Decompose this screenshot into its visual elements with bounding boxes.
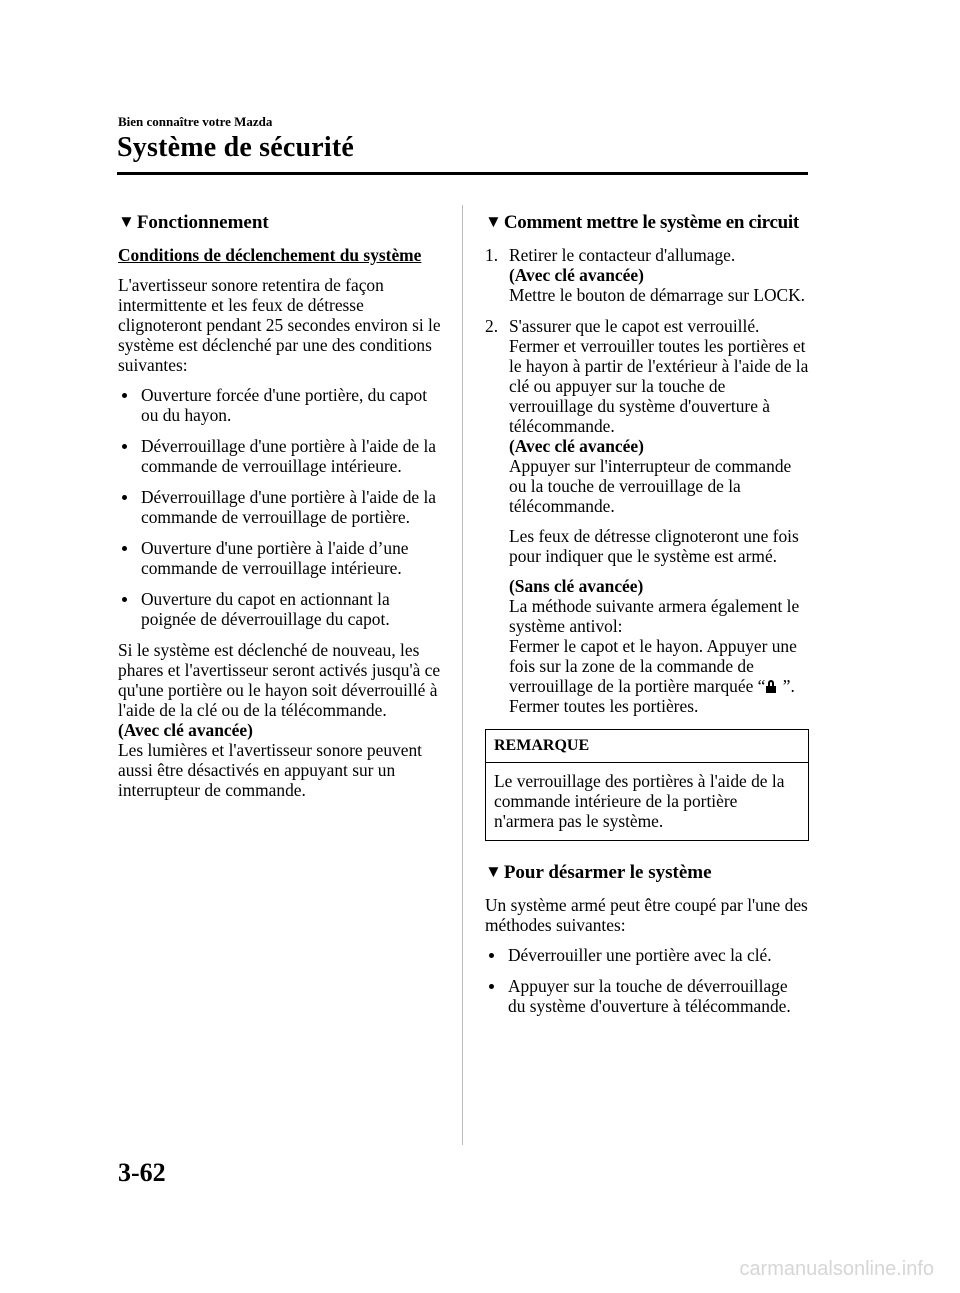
step-text: Fermer le capot et le hayon. Appuyer une fois sur la zone de la commande de verrouillage de la portière marquée “ bbox=[509, 636, 797, 696]
disarm-list bbox=[485, 945, 809, 1016]
no-advanced-key-label: (Sans clé avancée) bbox=[509, 576, 644, 596]
heading-arming bbox=[485, 211, 809, 235]
section-kicker: Bien connaître votre Mazda bbox=[118, 114, 273, 129]
bullet-icon bbox=[489, 984, 494, 989]
bullet-icon bbox=[489, 953, 494, 958]
list-item bbox=[485, 976, 809, 1016]
step-text: Appuyer sur l'interrupteur de commande ou la touche de verrouillage de la télécommande. bbox=[509, 456, 792, 516]
list-item-text: Déverrouillage d'une portière à l'aide de la commande de verrouillage de portière. bbox=[141, 487, 437, 527]
heading-text: Pour désarmer le système bbox=[503, 862, 712, 883]
bullet-icon bbox=[122, 546, 127, 551]
list-item-text: Ouverture d'une portière à l'aide d’une commande de verrouillage intérieure. bbox=[141, 538, 409, 578]
disarm-intro: Un système armé peut être coupé par l'une des méthodes suivantes: bbox=[485, 895, 808, 935]
bullet-icon bbox=[122, 393, 127, 398]
step-number: 2. bbox=[485, 316, 499, 336]
step-text: ”. Fermer toutes les portières. bbox=[509, 676, 795, 716]
bullet-icon bbox=[122, 495, 127, 500]
bullet-icon bbox=[122, 597, 127, 602]
list-item-text: Déverrouiller une portière avec la clé. bbox=[508, 945, 772, 965]
column-divider bbox=[462, 205, 463, 1145]
heading-text: Comment mettre le système en circuit bbox=[503, 212, 799, 233]
note-text: Le verrouillage des portières à l'aide de la commande intérieure de la portière n'armera pas le système. bbox=[494, 771, 785, 831]
list-item bbox=[118, 436, 448, 476]
note-box bbox=[485, 729, 809, 841]
step-paragraph: Les feux de détresse clignoteront une fois pour indiquer que le système est armé. bbox=[509, 526, 799, 566]
right-column bbox=[485, 211, 809, 1027]
list-item-text: Déverrouillage d'une portière à l'aide de la commande de verrouillage intérieure. bbox=[141, 436, 437, 476]
list-item bbox=[118, 538, 448, 578]
lock-icon bbox=[766, 680, 776, 693]
left-column bbox=[118, 211, 448, 810]
step-item bbox=[485, 245, 809, 305]
watermark: carmanualsonline.info bbox=[739, 1258, 934, 1280]
heading-fonctionnement bbox=[118, 211, 448, 235]
list-item bbox=[118, 487, 448, 527]
arming-steps bbox=[485, 245, 809, 716]
list-item-text: Appuyer sur la touche de déverrouillage du système d'ouverture à télécommande. bbox=[508, 976, 791, 1016]
advanced-key-label: (Avec clé avancée) bbox=[118, 720, 253, 740]
heading-disarming bbox=[485, 861, 809, 885]
triangle-down-icon: ▼ bbox=[485, 212, 502, 231]
list-item bbox=[118, 385, 448, 425]
list-item-text: Ouverture forcée d'une portière, du capot ou du hayon. bbox=[141, 385, 428, 425]
step-text: Mettre le bouton de démarrage sur LOCK. bbox=[509, 285, 806, 305]
bullet-icon bbox=[122, 444, 127, 449]
intro-paragraph: L'avertisseur sonore retentira de façon intermittente et les feux de détresse clignoteront pendant 25 secondes environ si le système est déclenché par une des conditions suivantes: bbox=[118, 275, 441, 375]
advanced-key-label: (Avec clé avancée) bbox=[509, 436, 644, 456]
advanced-key-label: (Avec clé avancée) bbox=[509, 265, 644, 285]
step-text: La méthode suivante armera également le système antivol: bbox=[509, 596, 800, 636]
list-item bbox=[118, 589, 448, 629]
heading-text: Fonctionnement bbox=[136, 212, 269, 233]
subheading: Conditions de déclenchement du système bbox=[118, 245, 422, 265]
paragraph-text: Les lumières et l'avertisseur sonore peuvent aussi être désactivés en appuyant sur un interrupteur de commande. bbox=[118, 740, 422, 800]
paragraph-text: Si le système est déclenché de nouveau, les phares et l'avertisseur seront activés jusqu'à ce qu'une portière ou le hayon soit déverrouillé à l'aide de la clé ou de la télécommande. bbox=[118, 640, 441, 720]
retrigger-paragraph bbox=[118, 640, 448, 800]
page-number: 3-62 bbox=[118, 1158, 166, 1187]
triangle-down-icon: ▼ bbox=[118, 212, 135, 231]
triangle-down-icon: ▼ bbox=[485, 862, 502, 881]
list-item-text: Ouverture du capot en actionnant la poignée de déverrouillage du capot. bbox=[141, 589, 390, 629]
list-item bbox=[485, 945, 809, 965]
step-number: 1. bbox=[485, 245, 499, 265]
title-rule bbox=[117, 172, 808, 175]
step-text: S'assurer que le capot est verrouillé. Fermer et verrouiller toutes les portières et le hayon à partir de l'extérieur à l'aide de la clé ou appuyer sur la touche de verrouillage du système d'ouverture à télécommande. bbox=[509, 316, 809, 436]
step-item bbox=[485, 316, 809, 716]
note-label: REMARQUE bbox=[486, 730, 808, 763]
step-text: Retirer le contacteur d'allumage. bbox=[509, 245, 736, 265]
page-title: Système de sécurité bbox=[117, 132, 355, 163]
trigger-list bbox=[118, 385, 448, 629]
